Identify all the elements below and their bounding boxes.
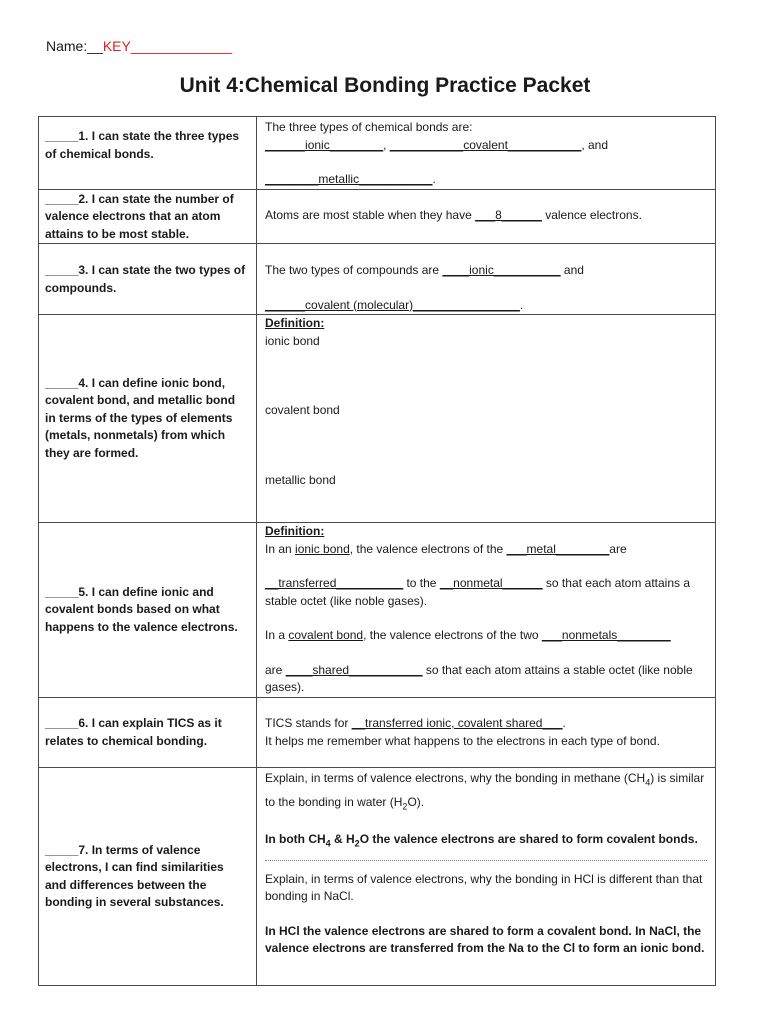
answer-covalent: ___________covalent___________: [389, 137, 582, 152]
answer-covalent-molecular: ______covalent (molecular)________________: [265, 297, 520, 312]
objective-text: _____2. I can state the number of valence electrons that an atom attains to be most stable.: [45, 191, 234, 241]
definition-label: Definition:: [265, 524, 325, 538]
answer-ionic: ______ionic________: [265, 137, 384, 152]
row5-l1-mid: , the valence electrons of the: [349, 541, 507, 556]
answer-metallic: ________metallic___________: [265, 172, 433, 186]
objective-cell: [39, 523, 257, 698]
row3-mid: and: [560, 263, 584, 277]
objective-cell: [39, 244, 257, 315]
row5-l2-post: so that each atom attains a stable octet (like noble gases).: [265, 576, 691, 608]
objective-cell: [39, 117, 257, 190]
answer-transferred: __transferred__________: [265, 576, 404, 590]
name-line: [46, 38, 232, 54]
name-label: Name:__: [46, 38, 103, 54]
answer-metal: ___metal________: [506, 541, 610, 556]
objective-text: _____4. I can define ionic bond, covalent bond, and metallic bond in terms of the types of elements (metals, nonmetals) from which they are formed.: [45, 375, 236, 460]
answer-methane-water: In both $CH_4$ & $H_2O$ the valence electrons are shared to form covalent bonds.: [265, 831, 698, 849]
question-hcl-nacl: Explain, in terms of valence electrons, why the bonding in HCl is different than that bonding in NaCl.: [265, 871, 703, 904]
table-row: [39, 244, 716, 315]
table-row: [39, 523, 716, 698]
table-row: [39, 768, 716, 986]
row5-l4-post: so that each atom attains a stable octet (like noble gases).: [265, 662, 693, 694]
row1-sep1: ,: [383, 137, 390, 152]
answer-cell: [257, 523, 716, 698]
objective-cell: [39, 768, 257, 986]
row6-end: .: [562, 716, 566, 730]
answer-nonmetals: ___nonmetals________: [541, 628, 671, 642]
answer-cell: [257, 698, 716, 768]
objective-text: _____3. I can state the two types of compounds.: [45, 263, 246, 295]
practice-table: [38, 116, 716, 986]
answer-tics: __transferred ionic, covalent shared___: [351, 716, 563, 730]
row2-post: valence electrons.: [541, 207, 642, 222]
row5-l1-pre: In an: [265, 541, 296, 556]
objective-text: _____5. I can define ionic and covalent bonds based on what happens to the valence electrons.: [45, 584, 238, 634]
answer-ionic-compound: ____ionic__________: [442, 263, 561, 277]
answer-cell: [257, 768, 716, 986]
row5-l2-mid: to the: [403, 576, 440, 590]
table-row: [39, 698, 716, 768]
objective-cell: [39, 315, 257, 523]
answer-hcl-nacl: In HCl the valence electrons are shared to form a covalent bond. In NaCl, the valence electrons are transferred from the Na to the Cl to form an ionic bond.: [265, 923, 705, 956]
table-row: [39, 189, 716, 244]
term-metallic-bond: metallic bond: [265, 472, 336, 487]
objective-text: _____7. In terms of valence electrons, I can find similarities and differences between the bonding in several substances.: [45, 842, 224, 909]
answer-8: ___8______: [475, 207, 542, 222]
question-methane-water: Explain, in terms of valence electrons, why the bonding in methane $(CH_4)$ is similar to the bonding in water $(H_2O)$.: [265, 771, 705, 812]
term-covalent-bond: covalent bond: [265, 403, 340, 417]
table-row: [39, 315, 716, 523]
page-title: Unit 4:Chemical Bonding Practice Packet: [179, 74, 591, 97]
answer-cell: [257, 117, 716, 190]
objective-text: _____6. I can explain TICS as it relates to chemical bonding.: [45, 716, 222, 748]
row5-l3-pre: In a: [265, 628, 289, 642]
name-key: KEY_____________: [102, 38, 233, 54]
row1-end: .: [432, 172, 436, 186]
row5-l3-mid: , the valence electrons of the two: [363, 628, 542, 642]
answer-cell: [257, 315, 716, 523]
table-row: [39, 117, 716, 190]
row1-intro: The three types of chemical bonds are:: [265, 120, 473, 134]
row5-l4-pre: are: [265, 662, 286, 677]
objective-cell: [39, 698, 257, 768]
objective-text: _____1. I can state the three types of chemical bonds.: [45, 129, 240, 161]
term-ionic-bond: ionic bond: [265, 333, 320, 348]
row5-l1-post: are: [609, 541, 627, 556]
definition-label: Definition:: [265, 316, 325, 330]
row2-pre: Atoms are most stable when they have: [265, 207, 476, 222]
term-ionic-bond: ionic bond: [295, 541, 350, 556]
answer-cell: [257, 244, 716, 315]
row3-pre: The two types of compounds are: [265, 263, 443, 277]
answer-shared: ____shared___________: [285, 662, 423, 677]
row3-end: .: [519, 297, 524, 312]
objective-cell: [39, 189, 257, 244]
term-covalent-bond: covalent bond: [288, 628, 364, 642]
divider: [265, 860, 707, 861]
row6-pre: TICS stands for: [265, 716, 352, 730]
answer-cell: [257, 189, 716, 244]
row6-line2: It helps me remember what happens to the electrons in each type of bond.: [265, 733, 660, 748]
answer-nonmetal: __nonmetal______: [439, 576, 543, 590]
row1-sep2: , and: [581, 137, 609, 152]
